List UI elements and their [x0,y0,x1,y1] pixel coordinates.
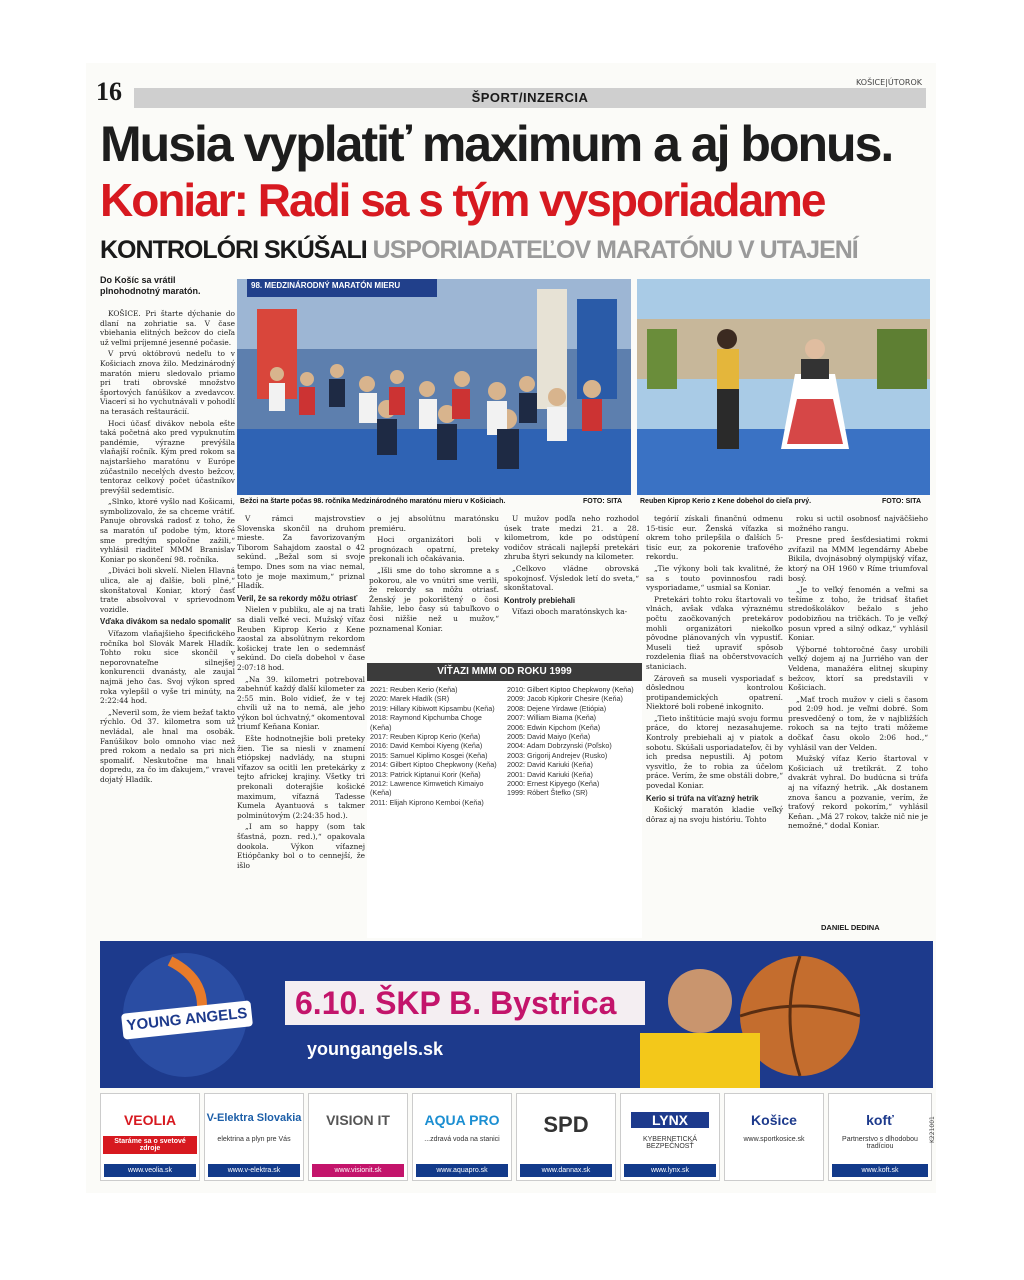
list-item: 2004: Adam Dobrzynski (Poľsko) [507,741,612,751]
author-byline: DANIEL DEDINA [821,923,880,932]
column-5 [646,514,783,934]
sponsor-tagline: elektrina a plyn pre Vás [217,1136,291,1143]
sponsor-tagline: KYBERNETICKÁ BEZPEČNOSŤ [642,1136,698,1150]
paragraph: Košický maratón kladie veľký dôraz aj na svoju históriu. Tohto [646,805,783,824]
sponsor-name: AQUA PRO [424,1112,500,1128]
list-item: 2013: Patrick Kiptanui Korir (Keňa) [370,769,481,779]
list-item: 1999: Róbert Štefko (SR) [507,788,588,798]
photo2-caption: Reuben Kiprop Kerio z Kene dobehol do cieľa prvý. [640,498,812,505]
headline-main: Musia vyplatiť maximum a aj bonus. [100,116,893,172]
paragraph: KOŠICE. Pri štarte dýchanie do dlaní na zohriatie sa. V čase vbiehania elitných bežcov do cieľa už veľmi príjemné jesenné počasie. [100,309,235,347]
photo1-caption: Bežci na štarte počas 98. ročníka Medzinárodného maratónu mieru v Košiciach. [240,498,506,505]
sponsor-url: www.v-elektra.sk [208,1164,300,1177]
advert-young-angels [100,941,933,1088]
paragraph: „I am so happy (som tak šťastná, pozn. red.),“ opakovala dookola. Výkon víťaznej Etiópčanky bol o to cennejší, že išlo [237,822,365,870]
photo1-credit: FOTO: SITA [583,498,623,505]
photo-marathon-start [237,279,631,495]
paragraph: „Neveril som, že viem bežať takto rýchlo. Od 37. kilometra som už nevládal, ale hnal ma osobák. Fanúšikov bolo omnoho viac než pred rokom a nedalo sa pri nich spomaliť. Neskutočne ma hnali dopredu, za čo im ďakujem,“ vravel dojatý Hladík. [100,707,235,784]
side-code: K221001 [929,1116,936,1143]
paragraph: Víťazom vlaňajšieho špecifického ročníka bol Slovák Marek Hladík. Tohto roku sice skončil v neporovnateľne silnejšej konkurencii dvanásty, ale zaujal najmä jeho čas. Svoj výkon spred roka vylepšil o vyše tri minúty, na 2:22:44 hod. [100,629,235,706]
sponsor-koft [828,1093,932,1181]
sponsor-url: www.koft.sk [832,1164,928,1177]
paragraph: V rámci majstrovstiev Slovenska skončil na druhom mieste. Za favorizovaným Tiborom Sahajdom zaostal o 42 sekúnd. „Bežal som si svoje tempo. Dnes som na viac nemal, toto je moje maximum,“ priznal Hladík. [237,514,365,591]
paragraph: Presne pred šesťdesiatimi rokmi zvíťazil na MMM legendárny Abebe Bikila, dvojnásobný olympijský víťaz, ktorý na OH 1960 v Ríme triumfoval bosý. [788,535,928,583]
column-6 [788,514,928,920]
list-item: 2011: Elijah Kiprono Kemboi (Keňa) [370,797,484,807]
paragraph: „Diváci boli skvelí. Nielen Hlavná ulica, ale aj ďalšie, boli plné,“ skonštatoval Koniar, ktorý časť trate absolvoval v sprievodnom vozidle. [100,566,235,614]
list-item: 2005: David Maiyo (Keňa) [507,732,591,742]
sponsor-name: LYNX [631,1112,709,1128]
winners-list-right [507,685,640,798]
list-item: 2009: Jacob Kipkorir Chesire (Keňa) [507,694,623,704]
subheading: Kontroly prebiehali [504,595,576,605]
paragraph: Mužský víťaz Kerio štartoval v Košiciach už tretíkrát. Z toho dvakrát vyhral. Do budúcna si trúfa aj na víťazný hetrik. „Ak dostanem znova šancu a pozvanie, verím, že traťový rekord pokorím,“ vyhlásil Keňan. „Má 27 rokov, takže nič nie je nemožné,“ dodal Koniar. [788,754,928,831]
paragraph: Hoci účasť divákov nebola ešte taká početná ako pred vypuknutím pandémie, výrazne prevýšila vlaňajší ročník. Kým pred rokom sa najstaršieho maratónu v Európe zúčastnilo necelých dvesto bežcov, tentoraz celkový počet účastníkov prevýšil sedemtisíc. [100,418,235,495]
list-item: 2003: Grigorij Andrejev (Rusko) [507,750,608,760]
list-item: 2006: Edwin Kipchom (Keňa) [507,722,601,732]
sponsor-v-elektra [204,1093,304,1181]
list-item: 2002: David Kariuki (Keňa) [507,760,593,770]
sponsor-tagline: ...zdravá voda na stanici [424,1136,500,1143]
sponsor-vision-it [308,1093,408,1181]
list-item: 2016: David Kemboi Kiyeng (Keňa) [370,741,483,751]
sponsor-name: SPD [543,1112,589,1137]
headline-secondary: Koniar: Radi sa s tým vysporiadame [100,174,825,226]
sponsor-tagline: Staráme sa o svetové zdroje [103,1136,197,1154]
paragraph: U mužov podľa neho rozhodol úsek trate medzi 21. a 28. kilometrom, kde po odstúpení vodičov strácali najlepší pretekári zhruba štyri sekundy na kilometer. [504,514,639,562]
list-item: 2017: Reuben Kiprop Kerio (Keňa) [370,732,481,742]
sponsor-name: Košice [751,1112,797,1128]
photo-winner-finish [637,279,930,495]
paragraph: Hoci organizátori boli v prognózach opatrní, preteky prekonali ich očakávania. [369,535,499,564]
list-item: 2019: Hillary Kibiwott Kipsambu (Keňa) [370,703,495,713]
subheading: Kerio si trúfa na víťazný hetrik [646,793,759,803]
sponsor-url: www.lynx.sk [624,1164,716,1177]
paragraph: „Celkovo vládne obrovská spokojnosť. Výsledok letí do sveta,“ skonštatoval. [504,563,639,593]
sponsor-url: www.visionit.sk [312,1164,404,1177]
crowd-image [237,279,631,495]
page-number: 16 [96,77,122,106]
sponsor-url: www.dannax.sk [520,1164,612,1177]
paragraph: „Na 39. kilometri potreboval zabehnúť každý ďalší kilometer za 2:55 min. Bolo vidieť, že v tej chvíli už na to nemá, ale jeho výkon bol úchvatný,“ okomentoval triumf Keňana Koniar. [237,674,365,732]
paragraph: Ešte hodnotnejšie boli preteky žien. Tie sa niesli v znamení etiópskej nadvlády, na stupni víťazov sa ocitli len pretekárky z tejto africkej krajiny. Všetky tri prekonali doterajšie košické maximum, víťazná Tadesse Kumela Ayantuová s takmer polminútovým (2:24:35 hod.). [237,734,365,820]
list-item: 2007: William Biama (Keňa) [507,713,597,723]
subheading: Veril, že sa rekordy môžu otriasť [237,593,358,603]
list-item: 2000: Ernest Kipyego (Keňa) [507,779,600,789]
advert-headline: 6.10. ŠKP B. Bystrica [295,985,617,1021]
list-item: 2021: Reuben Kerio (Keňa) [370,685,458,694]
kicker-dark: KONTROLÓRI SKÚŠALI [100,236,373,264]
newspaper-page [86,63,936,1193]
subheading: Vďaka divákom sa nedalo spomaliť [100,617,232,627]
paragraph: Zároveň sa museli vysporiadať s dôslednou kontrolou protipandemických opatrení. Niektoré boli robené inkognito. [646,673,783,712]
sponsor-url: www.aquapro.sk [416,1164,508,1177]
sponsor-url: www.veolia.sk [104,1164,196,1177]
paragraph: V prvú októbrovú nedeľu to v Košiciach znova žilo. Medzinárodný maratón mieru sledovalo priamo pri trati obrovské množstvo športových fanúšikov a zvedavcov. Viacerí si ho vychutnávali v pohodlí na terasách reštaurácií. [100,349,235,416]
column-3 [369,514,499,659]
paragraph: „Išli sme do toho skromne a s pokorou, ale vo vnútri sme verili, že rekordy sa môžu otriasť. Ženský je pokorištený o čosi ľahšie, lebo časy sú tabuľkovo o čosi nižšie než u mužov,“ poznamenal Koniar. [369,565,499,633]
list-item: 2015: Samuel Kiplimo Kosgei (Keňa) [370,750,488,760]
sponsor-tagline: www.sportkosice.sk [743,1136,805,1143]
list-item: 2018: Raymond Kipchumba Choge (Keňa) [370,713,482,732]
sponsor-lynx [620,1093,720,1181]
paragraph: Víťazi oboch maratónskych ka- [512,607,628,617]
date-line: KOŠICE|ÚTOROK [855,78,922,87]
photo-banner: 98. MEDZINÁRODNÝ MARATÓN MIERU [251,281,401,290]
kicker [100,235,930,265]
sponsor-kosice [724,1093,824,1181]
sponsor-spd [516,1093,616,1181]
winners-box [367,663,642,938]
paragraph: Výborné tohtoročné časy urobili veľký dojem aj na Jurriého van der Veldena, manažéra elitnej skupiny bežcov, ktorí sa predstavili v Košiciach. [788,644,928,693]
sponsor-name: V-Elektra Slovakia [206,1112,302,1124]
sponsor-name: VISION IT [326,1112,390,1128]
winners-title: VÍŤAZI MMM OD ROKU 1999 [367,663,642,681]
section-rubric: ŠPORT/INZERCIA [134,88,926,108]
paragraph: „Mať troch mužov v cieli s časom pod 2:09 hod. je veľmi dobré. Som presvedčený o tom, že v najbližších rokoch sa na tejto trati môžeme dočkať času okolo 2:06 hod.,“ vyhlásil van der Velden. [788,694,928,752]
list-item: 2012: Lawrence Kimwetich Kimaiyo (Keňa) [370,779,484,798]
kicker-grey: USPORIADATEĽOV MARATÓNU V UTAJENÍ [372,236,858,264]
column-1 [100,309,235,934]
winners-list-left [370,685,505,807]
column-2 [237,514,365,934]
sponsor-name: VEOLIA [123,1112,177,1128]
list-item: 2001: David Kariuki (Keňa) [507,769,593,779]
paragraph: tegórií získali finančnú odmenu 15-tisíc eur. Ženská víťazka si okrem toho prilepšila o ďalších 5-tisíc eur, za pokorenie traťového rekordu. [646,514,783,562]
winner-image [637,279,930,495]
paragraph: „Je to veľký fenomén a veľmi sa tešíme z toho, že tridsať štafiet stredoškolákov bežalo s jeho podobizňou na tričkách. To je veľký posun vpred a silný odkaz,“ vyhlásil Koniar. [788,585,928,643]
column-4 [504,514,639,659]
paragraph: Nielen v publiku, ale aj na trati sa diali veľké veci. Mužský víťaz Reuben Kiprop Kerio z Kene zaostal za absolútnym rekordom košickej trate len o sedemnásť sekúnd. Do cieľa dobehol v čase 2:07:18 hod. [237,605,365,672]
list-item: 2014: Gilbert Kiptoo Chepkwony (Keňa) [370,760,497,770]
list-item: 2010: Gilbert Kiptoo Chepkwony (Keňa) [507,685,634,694]
advert-url: youngangels.sk [307,1039,444,1059]
perex: Do Košíc sa vrátil plnohodnotný maratón. [100,275,201,296]
paragraph: roku si uctil osobnosť najväčšieho možného rangu. [788,514,928,533]
paragraph: „Tie výkony boli tak kvalitné, že sa s touto povinnosťou radi vysporiadame,“ usmial sa Koniar. [646,563,783,593]
paragraph: Pretekári tohto roku štartovali vo vlnách, avšak vďaka výraznému počtu zaočkovaných pretekárov mohli organizátori niekoľko pôvodne plánovaných vĺn vypustiť. Museli tiež upraviť spôsob rozdelenia fliaš na občerstvovacích staniciach. [646,594,783,671]
paragraph: o jej absolútnu maratónsku premiéru. [369,514,499,533]
sponsor-tagline: Partnerstvo s dlhodobou tradíciou [842,1136,918,1150]
sponsor-strip [100,1093,933,1181]
sponsor-veolia [100,1093,200,1181]
photo2-credit: FOTO: SITA [882,498,922,505]
list-item: 2020: Marek Hladík (SR) [370,694,450,704]
list-item: 2008: Dejene Yirdawe (Etiópia) [507,703,607,713]
sponsor-name: kofť [866,1112,894,1128]
sponsor-aqua-pro [412,1093,512,1181]
paragraph: „Tieto inštitúcie majú svoju formu práce, do ktorej nezasahujeme. Kontroly prebiehali aj v piatok a sobotu. Skúšali usporiadateľov, či by ich predsa nepustili. Aj potom vysvitlo, že to robia za účelom práce. Verím, že sme obstáli dobre,“ povedal Koniar. [646,713,783,791]
paragraph: „Slnko, ktoré vyšlo nad Košicami, symbolizovalo, že sa chceme vrátiť. Panuje obrovská radosť z toho, že sa maratón uľ podobe tým, ktoré sme predtým spoločne zažili,“ vyhlásil riaditeľ MMM Branislav Koniar po skončení 98. ročníka. [100,497,235,564]
young-angels-badge: YOUNG ANGELS [121,1000,253,1039]
